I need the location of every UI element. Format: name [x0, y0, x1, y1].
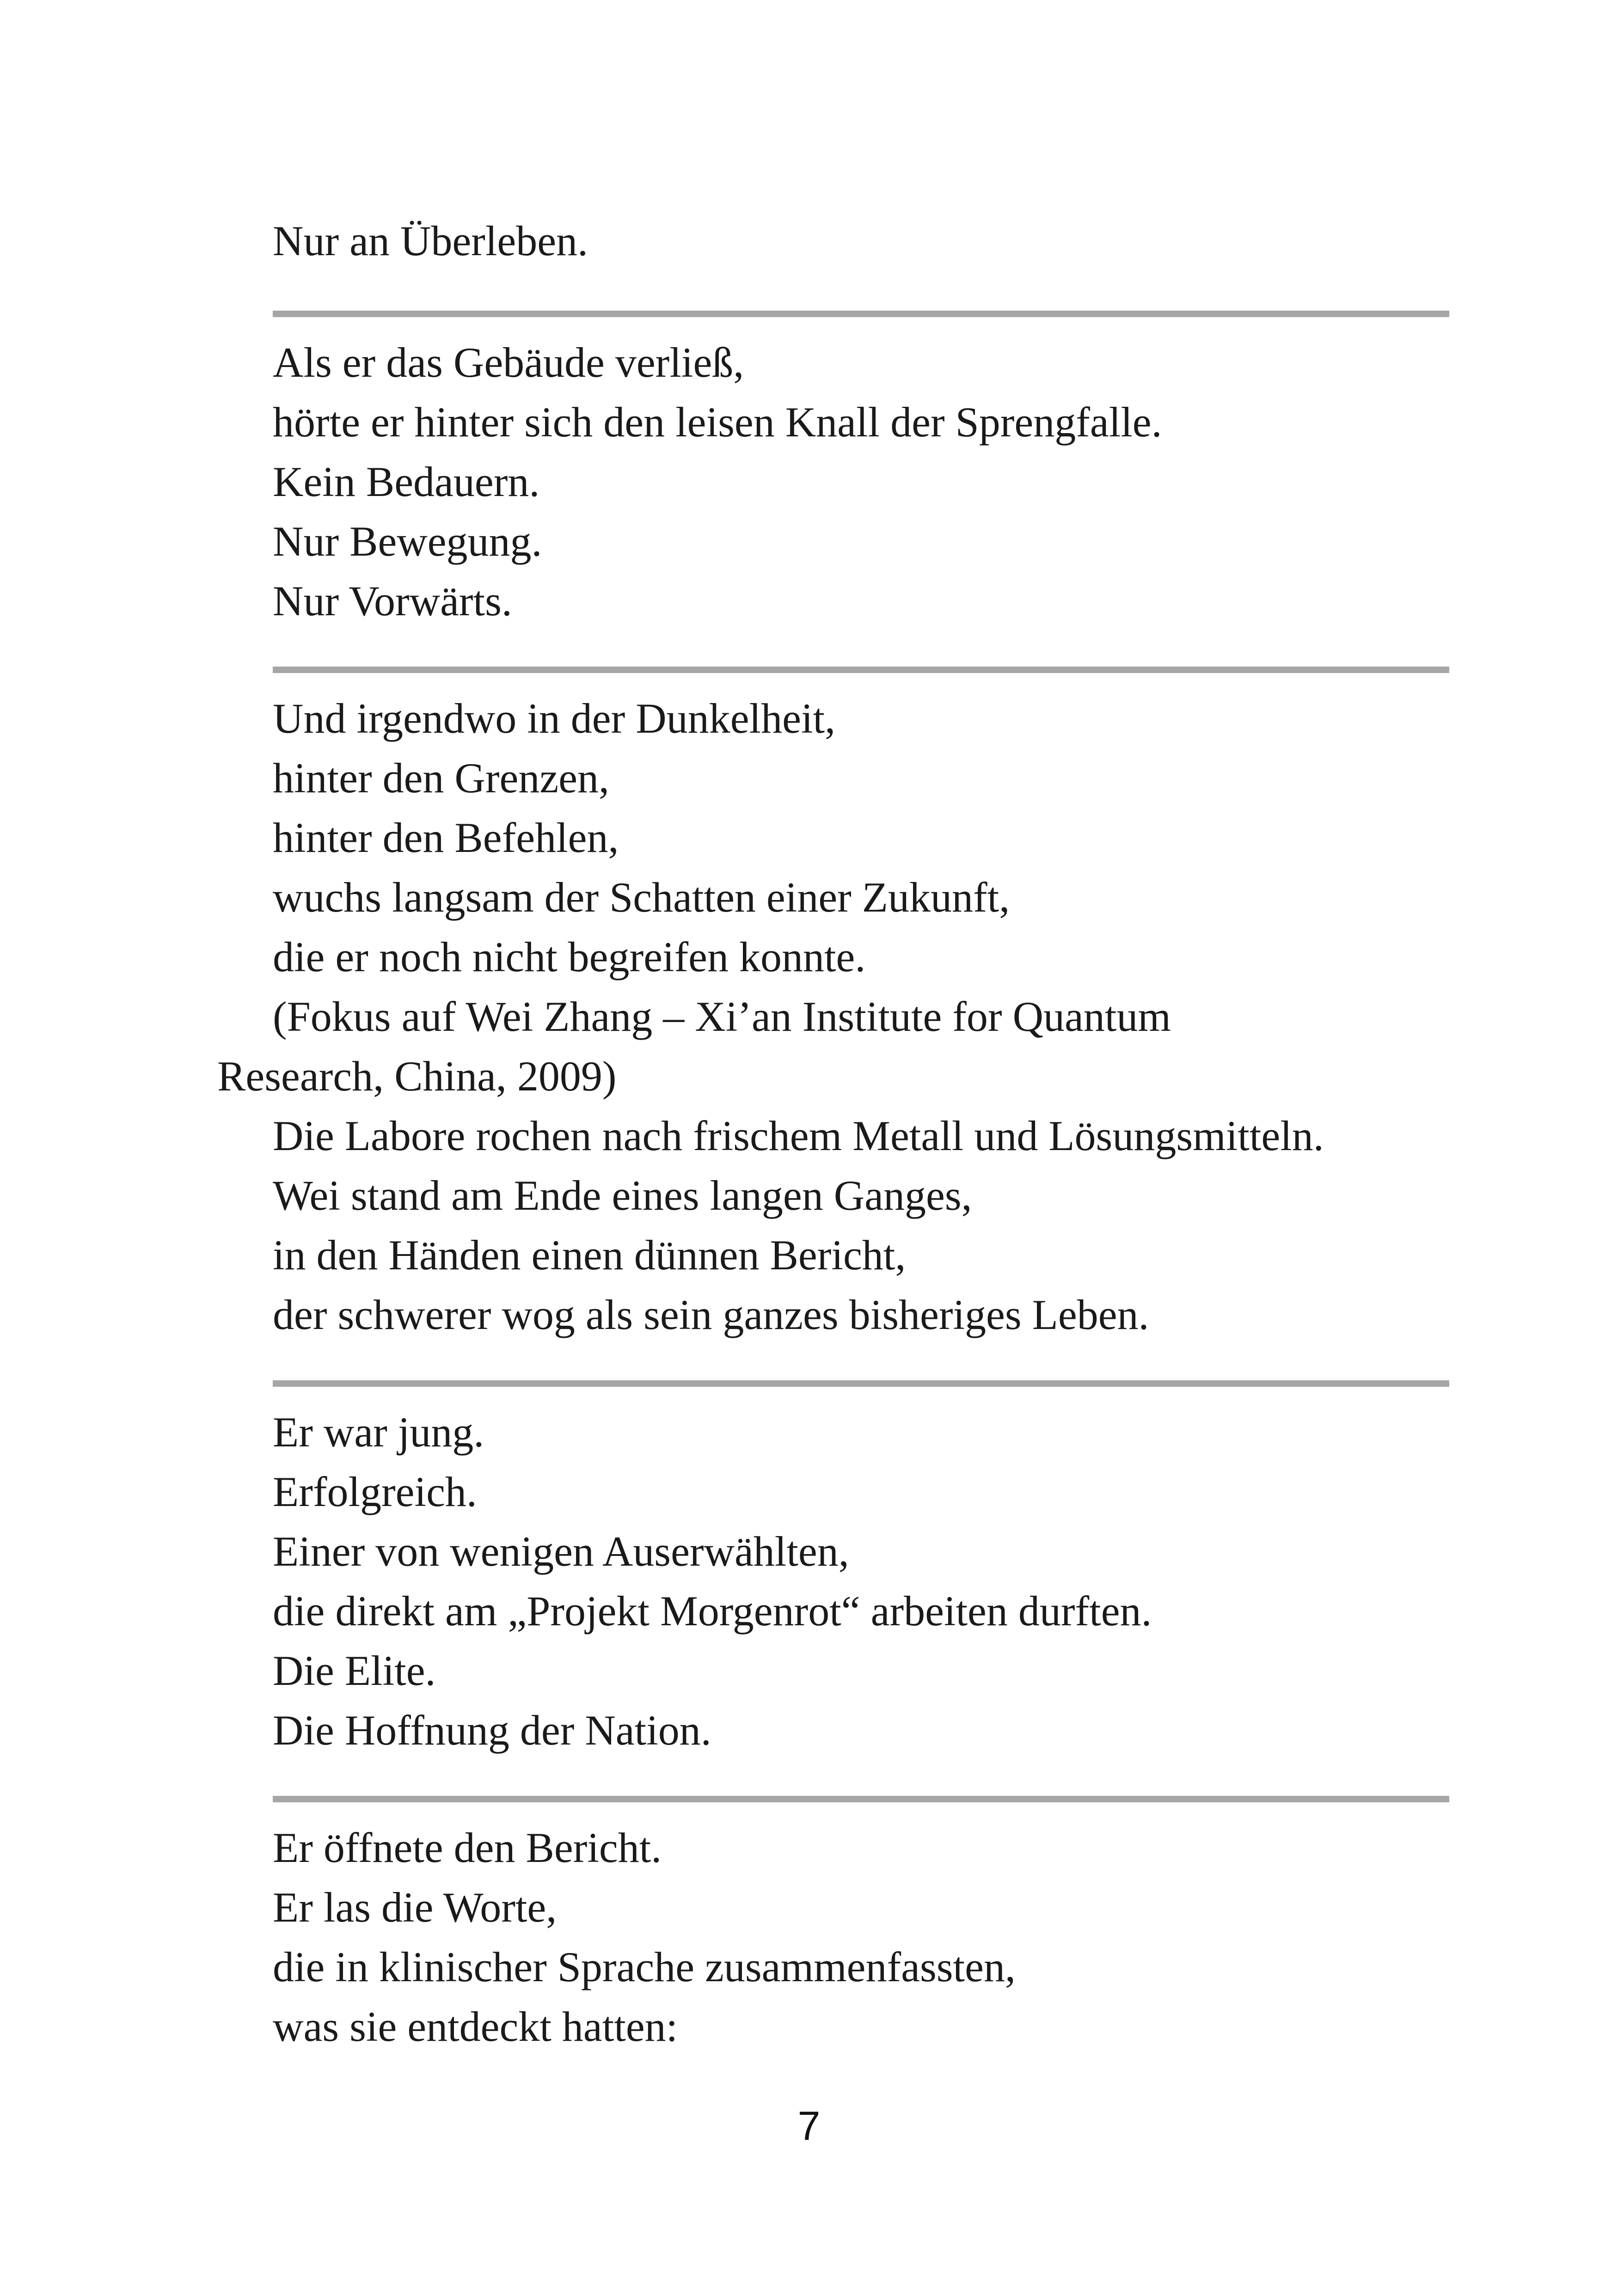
text-line: in den Händen einen dünnen Bericht, — [273, 1231, 906, 1279]
text-line: Nur Vorwärts. — [273, 577, 512, 625]
text-line: Wei stand am Ende eines langen Ganges, — [273, 1172, 972, 1219]
page-number: 7 — [797, 2103, 821, 2149]
section-divider — [273, 1796, 1449, 1802]
text-line: Und irgendwo in der Dunkelheit, — [273, 695, 836, 742]
text-line: die direkt am „Projekt Morgenrot“ arbeiten durften. — [273, 1587, 1152, 1635]
section-divider — [273, 667, 1449, 673]
text-line: wuchs langsam der Schatten einer Zukunft, — [273, 874, 1010, 921]
text-line: was sie entdeckt hatten: — [273, 2003, 678, 2050]
text-line: Als er das Gebäude verließ, — [273, 339, 744, 386]
text-line: hörte er hinter sich den leisen Knall der Sprengfalle. — [273, 398, 1162, 446]
text-line: Kein Bedauern. — [273, 458, 540, 505]
text-line: (Fokus auf Wei Zhang – Xi’an Institute for Quantum — [273, 993, 1171, 1040]
section-divider — [273, 311, 1449, 317]
section-divider — [273, 1380, 1449, 1387]
text-line: Research, China, 2009) — [217, 1053, 617, 1100]
text-line: Einer von wenigen Auserwählten, — [273, 1528, 849, 1575]
text-line: die er noch nicht begreifen konnte. — [273, 933, 866, 980]
text-line: Er las die Worte, — [273, 1884, 557, 1931]
text-line: hinter den Grenzen, — [273, 754, 610, 802]
text-line: hinter den Befehlen, — [273, 814, 619, 861]
text-line: Er war jung. — [273, 1408, 484, 1456]
text-line: der schwerer wog als sein ganzes bisheriges Leben. — [273, 1291, 1149, 1338]
text-line: Erfolgreich. — [273, 1468, 477, 1515]
text-line: Nur an Überleben. — [273, 217, 588, 264]
text-line: Die Labore rochen nach frischem Metall und Lösungsmitteln. — [273, 1112, 1324, 1159]
text-line: Die Elite. — [273, 1647, 436, 1694]
text-line: Nur Bewegung. — [273, 518, 542, 565]
text-line: Die Hoffnung der Nation. — [273, 1707, 711, 1754]
text-line: Er öffnete den Bericht. — [273, 1824, 662, 1871]
text-line: die in klinischer Sprache zusammenfassten, — [273, 1943, 1016, 1990]
